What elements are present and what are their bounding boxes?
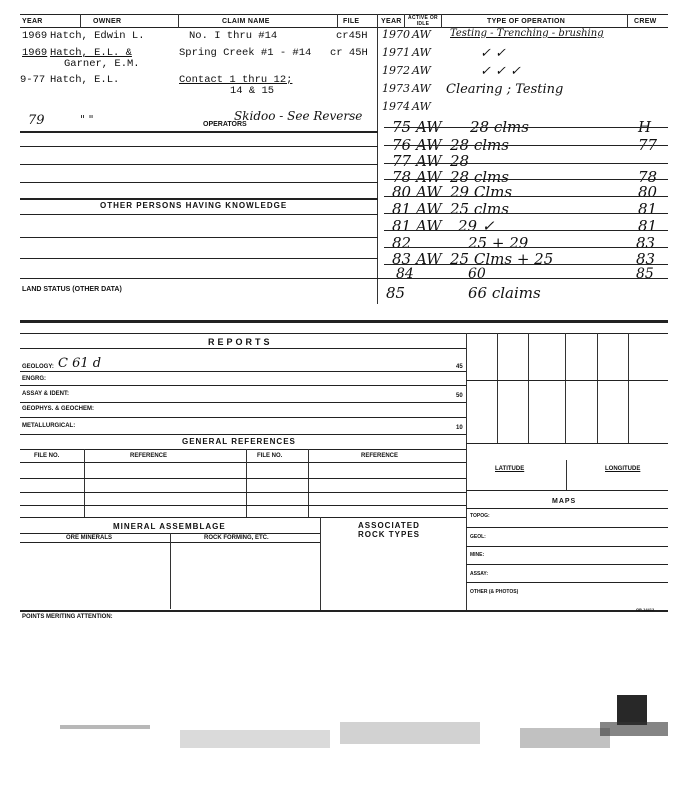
- activity-crew: 85: [636, 266, 654, 282]
- claim-name: Spring Creek #1 - #14: [179, 47, 312, 59]
- activity-status: AW: [416, 118, 442, 136]
- activity-status: AW: [412, 100, 431, 113]
- activity-status: AW: [412, 46, 431, 59]
- activity-operation: 29 ✓: [458, 217, 495, 235]
- col-year-header: YEAR: [22, 18, 43, 25]
- activity-operation: Clearing ; Testing: [446, 82, 564, 97]
- activity-status: AW: [416, 152, 442, 170]
- activity-operation: 28: [450, 152, 470, 170]
- activity-year: 81: [392, 200, 412, 218]
- ref-col-reference-2: REFERENCE: [361, 453, 399, 459]
- activity-year: 78: [392, 168, 412, 186]
- activity-year: 76: [392, 136, 412, 154]
- activity-year: 84: [396, 266, 414, 282]
- activity-status: AW: [416, 217, 442, 235]
- activity-operation: 29 Clms: [450, 183, 513, 201]
- activity-crew: 81: [638, 217, 658, 235]
- claim-year: 1969: [22, 47, 48, 59]
- land-status-label: LAND STATUS (OTHER DATA): [22, 286, 122, 293]
- activity-operation: 28 clms: [470, 118, 529, 136]
- activity-year: 1971: [382, 46, 410, 59]
- activity-year: 77: [392, 152, 412, 170]
- scan-smudge: [520, 728, 610, 748]
- activity-crew: 83: [636, 250, 656, 268]
- ref-col-reference: REFERENCE: [130, 453, 168, 459]
- claim-name: Contact 1 thru 12;: [179, 74, 293, 86]
- report-num: 45: [456, 364, 463, 370]
- activity-operation: Testing - Trenching - brushing: [450, 28, 604, 39]
- operators-label: OPERATORS: [203, 121, 247, 128]
- claim-name-cont: 14 & 15: [230, 85, 275, 97]
- map-row-label: TOPOG:: [470, 513, 490, 519]
- handwritten-year: 79: [28, 113, 45, 128]
- col-file-header: FILE: [343, 18, 360, 25]
- activity-crew: H: [638, 118, 652, 136]
- claim-owner: Hatch, Edwin L.: [50, 30, 145, 42]
- claim-file: cr 45H: [330, 47, 368, 59]
- handwritten-note: Skidoo - See Reverse: [234, 109, 363, 123]
- ref-col-file-no: FILE NO.: [34, 453, 60, 459]
- scan-smudge: [180, 730, 330, 748]
- activity-year: 75: [392, 118, 412, 136]
- report-num: 10: [456, 425, 463, 431]
- report-label: GEOPHYS. & GEOCHEM:: [22, 406, 95, 412]
- activity-operation: 25 Clms + 25: [450, 250, 554, 268]
- col-owner-header: OWNER: [93, 18, 122, 25]
- report-label: ASSAY & IDENT:: [22, 391, 70, 397]
- map-row-label: MINE:: [470, 552, 485, 558]
- report-label: METALLURGICAL:: [22, 423, 76, 429]
- activity-year: 82: [392, 234, 412, 252]
- mineral-assemblage-title: MINERAL ASSEMBLAGE: [113, 522, 226, 531]
- activity-year: 81: [392, 217, 412, 235]
- maps-title: MAPS: [552, 498, 577, 505]
- col-claim-name-header: CLAIM NAME: [222, 18, 270, 25]
- claim-owner: Hatch, E.L.: [50, 74, 120, 86]
- col-active-idle-header: ACTIVE OR IDLE: [408, 15, 438, 27]
- activity-status: AW: [416, 168, 442, 186]
- map-row-label: GEOL:: [470, 534, 486, 540]
- map-row-label: OTHER (& PHOTOS): [470, 589, 519, 595]
- claim-year: 1969: [22, 30, 48, 42]
- activity-operation: 28 clms: [450, 136, 509, 154]
- activity-year: 80: [392, 183, 412, 201]
- col-crew-header: CREW: [634, 18, 657, 25]
- activity-year: 85: [386, 284, 406, 302]
- map-row-label: ASSAY:: [470, 571, 489, 577]
- other-persons-label: OTHER PERSONS HAVING KNOWLEDGE: [100, 201, 288, 210]
- handwritten-ditto: " ": [80, 113, 94, 126]
- activity-operation: 25 clms: [450, 200, 509, 218]
- activity-status: AW: [416, 183, 442, 201]
- activity-status: AW: [416, 250, 442, 268]
- claim-year: 9-77: [20, 74, 46, 86]
- activity-status: AW: [412, 28, 431, 41]
- activity-status: AW: [416, 200, 442, 218]
- claim-owner: Garner, E.M.: [64, 58, 140, 70]
- reports-title: REPORTS: [208, 337, 273, 347]
- activity-crew: 83: [636, 234, 656, 252]
- report-label: ENGRG:: [22, 376, 46, 382]
- report-num: 50: [456, 393, 463, 399]
- activity-status: AW: [412, 64, 431, 77]
- associated-label: ASSOCIATED: [358, 521, 420, 530]
- activity-year: 1973: [382, 82, 410, 95]
- ore-minerals-label: ORE MINERALS: [66, 535, 113, 541]
- activity-crew: 78: [638, 168, 658, 186]
- activity-operation: 66 claims: [468, 284, 541, 302]
- activity-year: 1970: [382, 28, 410, 41]
- report-value: C 61 d: [58, 356, 102, 371]
- activity-operation: 28 clms: [450, 168, 509, 186]
- activity-year: 83: [392, 250, 412, 268]
- latitude-label: LATITUDE: [495, 466, 525, 472]
- activity-operation: ✓ ✓ ✓: [480, 64, 521, 79]
- scan-smudge: [60, 725, 150, 729]
- claim-file: cr45H: [336, 30, 368, 42]
- claim-owner: Hatch, E.L. &: [50, 47, 132, 59]
- rock-types-label: ROCK TYPES: [358, 530, 421, 539]
- col-type-operation-header: TYPE OF OPERATION: [487, 18, 566, 25]
- activity-status: AW: [412, 82, 431, 95]
- activity-operation: ✓ ✓: [480, 46, 506, 61]
- activity-year: 1972: [382, 64, 410, 77]
- longitude-label: LONGITUDE: [605, 466, 641, 472]
- rock-forming-label: ROCK FORMING, ETC.: [204, 535, 269, 541]
- activity-operation: 60: [468, 266, 486, 282]
- report-label: GEOLOGY:: [22, 364, 54, 370]
- activity-operation: 25 + 29: [468, 234, 529, 252]
- points-meriting-attention-label: POINTS MERITING ATTENTION:: [22, 614, 113, 620]
- activity-status: AW: [416, 136, 442, 154]
- activity-log: [380, 28, 670, 308]
- form-number: GP-14412: [636, 607, 655, 612]
- ref-col-file-no-2: FILE NO.: [257, 453, 283, 459]
- scan-blot: [617, 695, 647, 725]
- activity-crew: 81: [638, 200, 658, 218]
- general-references-title: GENERAL REFERENCES: [182, 437, 296, 446]
- activity-crew: 80: [638, 183, 658, 201]
- scan-smudge: [340, 722, 480, 744]
- scan-smudge: [600, 722, 668, 736]
- col-year2-header: YEAR: [381, 18, 402, 25]
- claim-name: No. I thru #14: [189, 30, 278, 42]
- activity-year: 1974: [382, 100, 410, 113]
- activity-crew: 77: [638, 136, 658, 154]
